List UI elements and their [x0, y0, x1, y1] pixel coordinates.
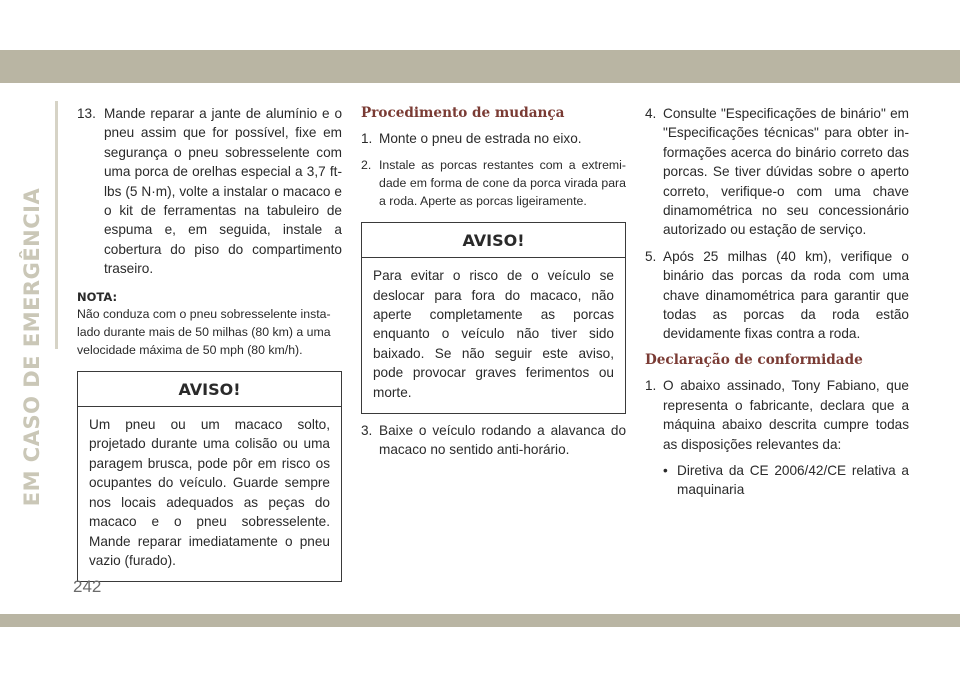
- step-text: Instale as porcas restantes com a extremidade em forma de cone da porca virada para a roda. Aperte as porcas ligeiramente.: [379, 157, 626, 208]
- step-2: [361, 156, 626, 210]
- declaration-step-1: [645, 376, 909, 454]
- bullet-text: Diretiva da CE 2006/42/CE relativa a maquinaria: [677, 462, 909, 498]
- warning-text: Um pneu ou um macaco solto, projetado durante uma colisão ou uma paragem brusca, pode pôr em risco os ocupantes do veículo. Guarde sempre nos locais adequados as peças do macaco e o pneu sobresselente. Mande reparar imediatamente o pneu vazio (furado).: [89, 417, 330, 568]
- step-number: 3.: [361, 423, 373, 439]
- bullet-item: [663, 461, 909, 500]
- note-title: NOTA:: [77, 289, 118, 304]
- step-text: Após 25 milhas (40 km), verifique o binário das porcas da roda com uma chave dinamométrica para garantir que todas as porcas da roda estão devidamente fixas contra a roda.: [663, 248, 909, 342]
- step-13: [77, 104, 342, 279]
- note-text: Não conduza com o pneu sobresselente instalado durante mais de 50 milhas (80 km) a uma velocidade máxima de 50 mph (80 km/h).: [77, 306, 331, 357]
- warning-box: [361, 222, 626, 414]
- warning-box: [77, 371, 342, 583]
- step-text: Monte o pneu de estrada no eixo.: [379, 131, 582, 147]
- step-5: [645, 247, 909, 344]
- step-1: [361, 129, 626, 148]
- step-4: [645, 104, 909, 240]
- chapter-side-tab: EM CASO DE EMERGÊNCIA: [20, 187, 44, 507]
- warning-title: AVISO!: [362, 223, 625, 258]
- warning-text: Para evitar o risco de o veículo se deslocar para fora do macaco, não aperte completamente as porcas enquanto o veículo não tiver sido baixado. Se não seguir este aviso, pode provocar graves ferimentos ou morte.: [373, 268, 614, 400]
- step-number: 13.: [77, 106, 96, 121]
- bullet-mark: •: [663, 462, 668, 478]
- column-middle: [361, 104, 626, 460]
- step-text: Mande reparar a jante de alumínio e o pneu assim que for possível, fixe em segurança o pneu sobresselente com uma porca de orelhas especial a 3,7 ft-lbs (5 N·m), volte a instalar o macaco e o kit de ferramentas na tabuleiro de espuma e, em seguida, instale a cobertura do piso do compartimento traseiro.: [104, 106, 342, 277]
- step-text: Consulte "Especificações de binário" em "Especificações técnicas" para obter informações acerca do binário correto das porcas. Se tiver dúvidas sobre o aperto correto, verifique-o com uma chave dinamométrica no seu concessionário autorizado ou estação de serviço.: [663, 106, 909, 238]
- warning-title: AVISO!: [78, 372, 341, 407]
- column-left: [77, 104, 342, 582]
- section-title: Declaração de conformidade: [645, 351, 863, 368]
- column-right: [645, 104, 909, 500]
- step-number: 5.: [645, 248, 657, 264]
- section-title: Procedimento de mudança: [361, 105, 565, 121]
- side-tab-rule: [55, 101, 58, 349]
- footer-band: [0, 614, 960, 627]
- step-number: 4.: [645, 106, 657, 121]
- step-3: [361, 421, 626, 460]
- page-number: 242: [73, 577, 102, 596]
- step-number: 1.: [361, 131, 373, 147]
- step-number: 2.: [361, 157, 372, 172]
- step-text: Baixe o veículo rodando a alavanca do macaco no sentido anti-horário.: [379, 423, 626, 458]
- step-text: O abaixo assinado, Tony Fabiano, que representa o fabricante, declara que a máquina abaixo descrita cumpre todas as disposições relevantes da:: [663, 378, 909, 452]
- header-band: [0, 50, 960, 83]
- step-number: 1.: [645, 378, 657, 394]
